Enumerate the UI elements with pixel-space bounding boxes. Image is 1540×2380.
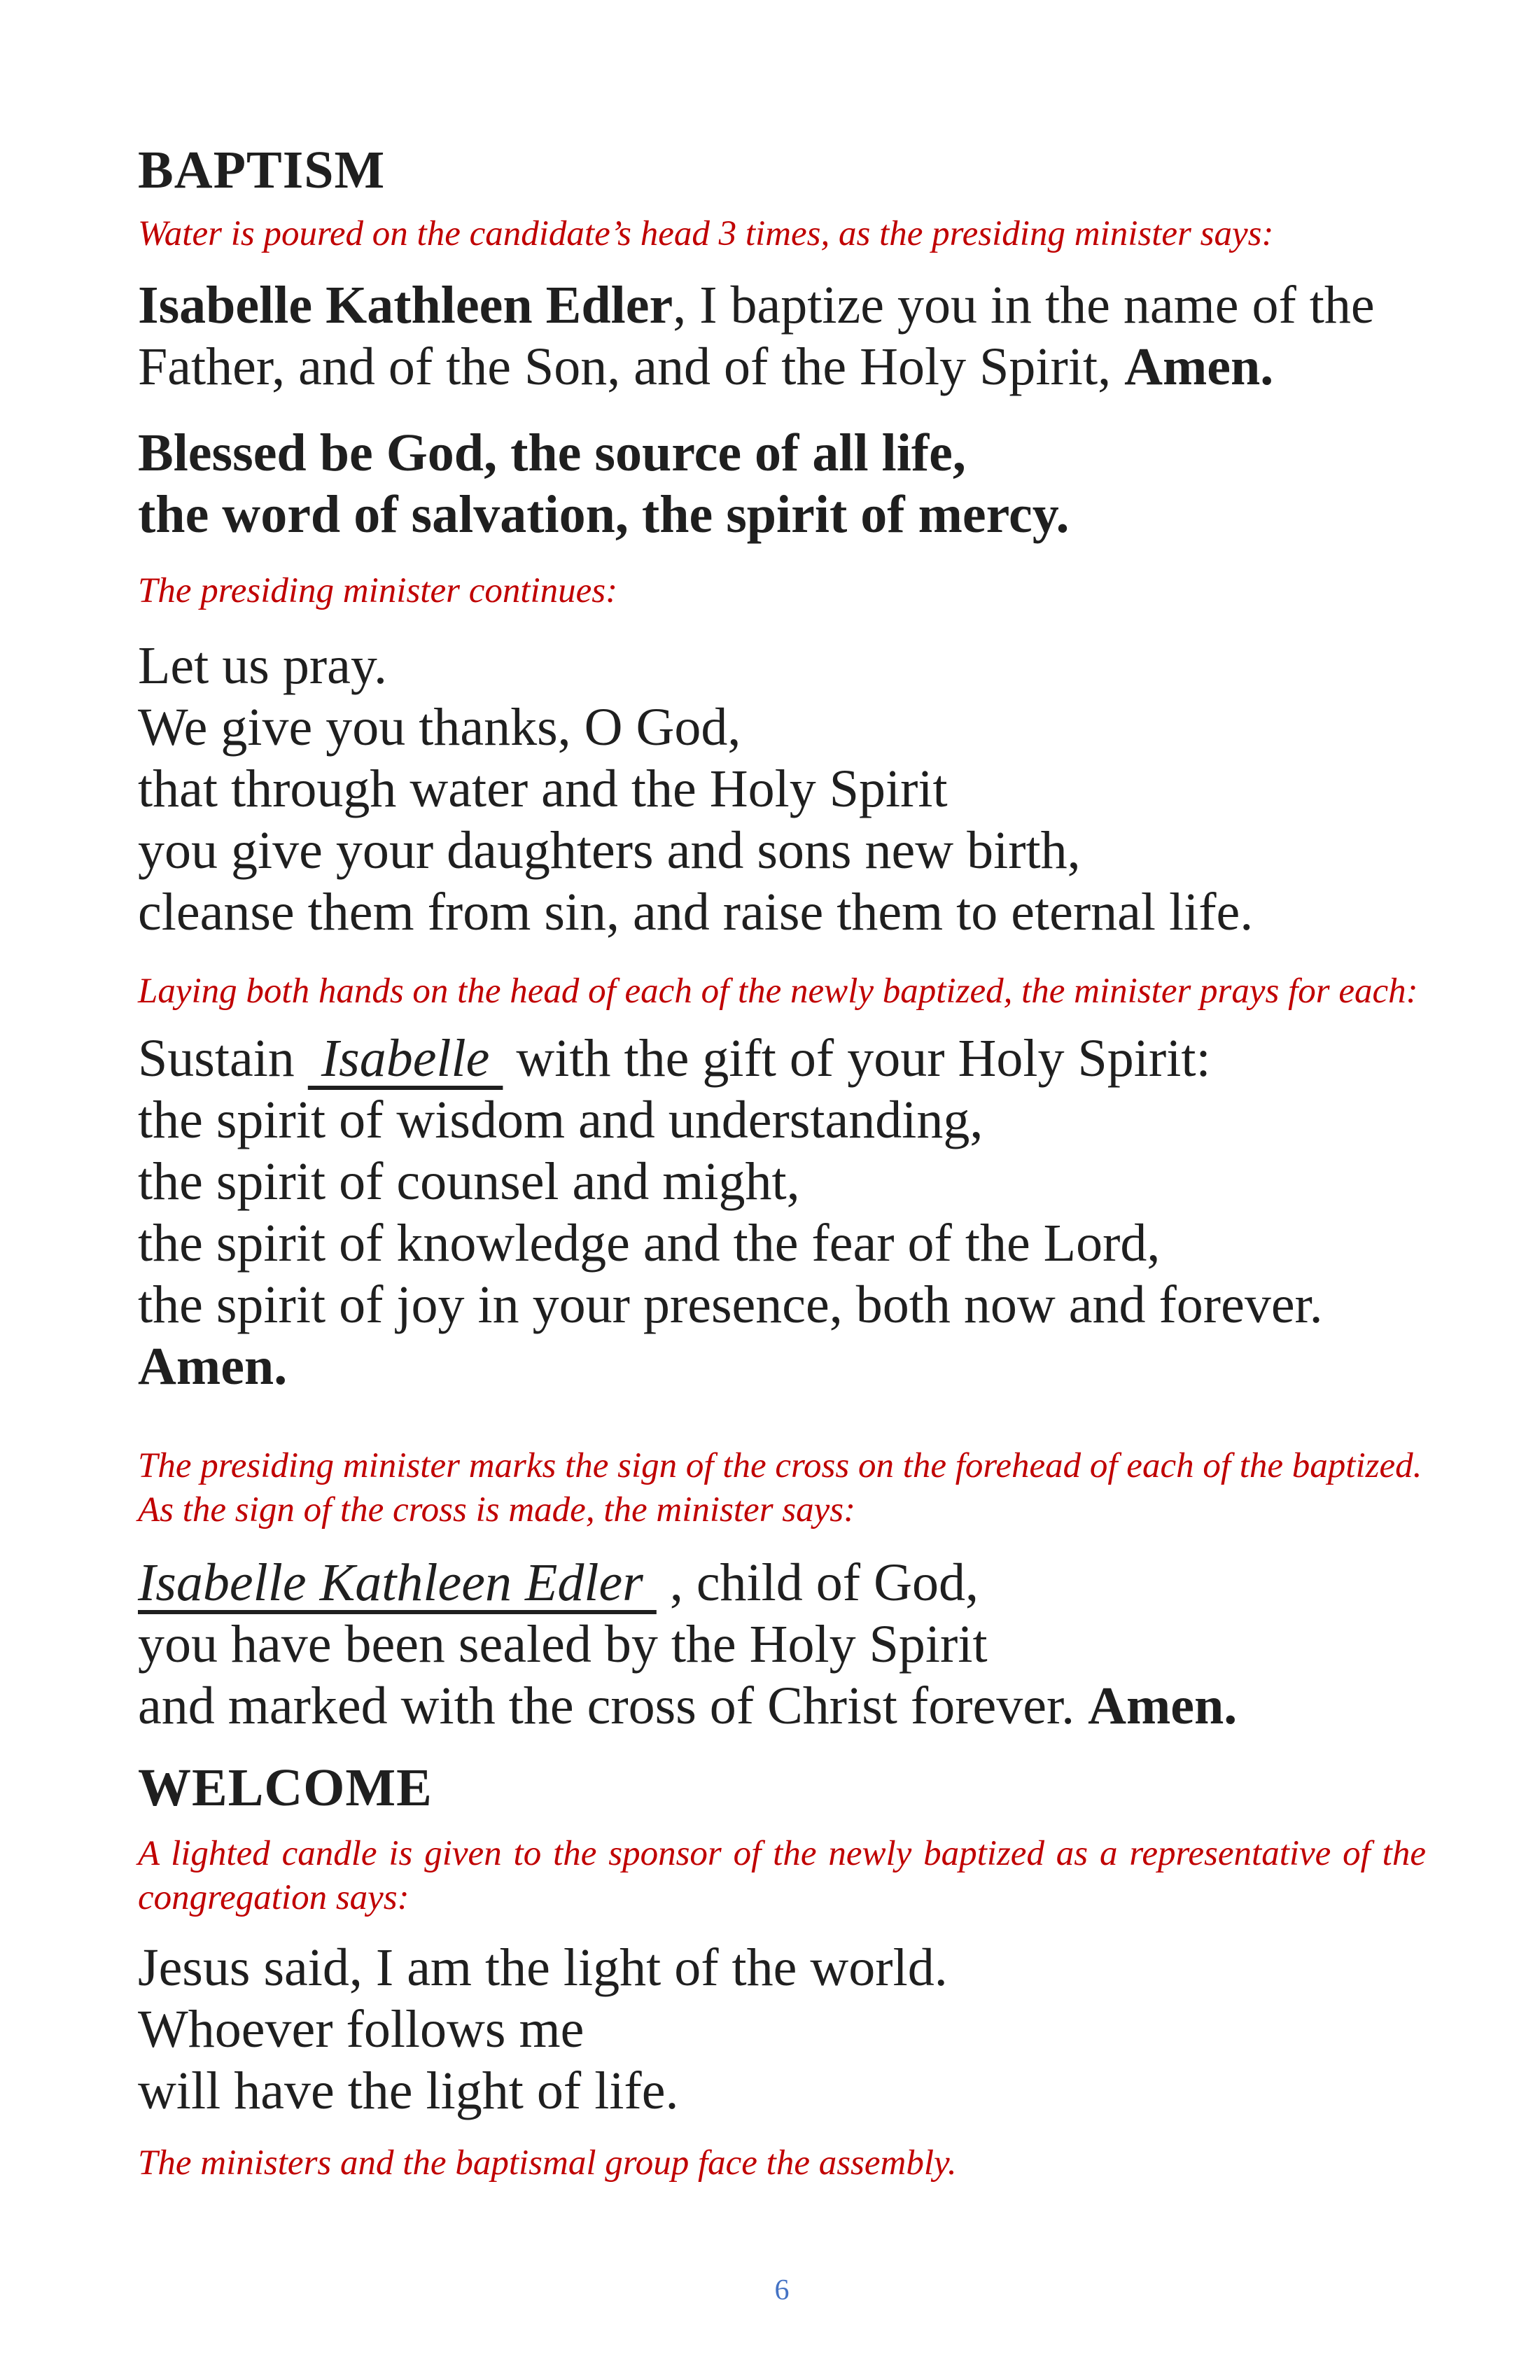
candidate-name-bold: Isabelle Kathleen Edler <box>138 276 673 335</box>
welcome-heading: WELCOME <box>138 1758 433 1817</box>
rubric-cross-line-1: The presiding minister marks the sign of the cross on the forehead of each of the baptized. <box>138 1446 1422 1485</box>
candidate-full-name-underlined: Isabelle Kathleen Edler <box>138 1553 657 1612</box>
light-line: Jesus said, I am the light of the world. <box>138 1938 948 1997</box>
light-line: Whoever follows me <box>138 2000 584 2059</box>
baptize-text-2: Father, and of the Son, and of the Holy Spirit, <box>138 337 1125 396</box>
light-line: will have the light of life. <box>138 2062 679 2120</box>
prayer-line: that through water and the Holy Spirit <box>138 760 948 818</box>
rubric-candle-line-2: congregation says: <box>138 1878 410 1917</box>
sustain-stanza <box>138 1028 1426 1397</box>
sustain-line: the spirit of wisdom and understanding, <box>138 1091 983 1149</box>
prayer-line: cleanse them from sin, and raise them to eternal life. <box>138 883 1254 941</box>
rubric-sign-of-cross <box>138 1444 1426 1532</box>
prayer-line: you give your daughters and sons new birth, <box>138 821 1081 880</box>
sustain-line: the spirit of counsel and might, <box>138 1152 800 1211</box>
blessed-line-2: the word of salvation, the spirit of mercy. <box>138 485 1070 544</box>
sustain-line-1 <box>138 1028 1426 1089</box>
rubric-minister-continues: The presiding minister continues: <box>138 571 618 610</box>
sealed-text-3: and marked with the cross of Christ forever. <box>138 1676 1088 1735</box>
baptize-paragraph <box>138 274 1426 398</box>
sealed-line-1 <box>138 1552 1426 1614</box>
baptism-heading: BAPTISM <box>138 141 386 200</box>
rubric-face-assembly: The ministers and the baptismal group face the assembly. <box>138 2143 957 2183</box>
baptize-line-2 <box>138 336 1426 398</box>
sealed-text: , child of God, <box>656 1553 979 1612</box>
amen-bold: Amen. <box>1124 337 1274 396</box>
rubric-lighted-candle <box>138 1832 1426 1920</box>
prayer-line: Let us pray. <box>138 636 387 695</box>
blessed-response <box>138 422 1426 545</box>
sustain-lead: Sustain <box>138 1029 308 1088</box>
sustain-line: the spirit of knowledge and the fear of the Lord, <box>138 1214 1161 1273</box>
rubric-candle-line-1: A lighted candle is given to the sponsor of the newly baptized as a representative of the <box>138 1834 1426 1873</box>
page-number: 6 <box>774 2274 790 2306</box>
sustain-rest: with the gift of your Holy Spirit: <box>503 1029 1211 1088</box>
rubric-laying-hands: Laying both hands on the head of each of the newly baptized, the minister prays for each: <box>138 972 1418 1011</box>
light-stanza <box>138 1937 1426 2122</box>
sustain-line: the spirit of joy in your presence, both now and forever. <box>138 1275 1323 1334</box>
amen-bold: Amen. <box>1088 1676 1238 1735</box>
sealed-line-3 <box>138 1675 1426 1737</box>
sealed-paragraph <box>138 1552 1426 1737</box>
blessed-line-1: Blessed be God, the source of all life, <box>138 424 966 482</box>
rubric-water-poured: Water is poured on the candidate’s head 3 times, as the presiding minister says: <box>138 214 1274 253</box>
sealed-line-2: you have been sealed by the Holy Spirit <box>138 1615 988 1674</box>
prayer-stanza <box>138 635 1426 943</box>
rubric-cross-line-2: As the sign of the cross is made, the minister says: <box>138 1490 856 1530</box>
prayer-line: We give you thanks, O God, <box>138 698 741 757</box>
sustain-amen: Amen. <box>138 1337 288 1396</box>
baptize-line-1 <box>138 274 1426 336</box>
baptize-text: , I baptize you in the name of the <box>673 276 1375 335</box>
candidate-first-name-underlined: Isabelle <box>307 1029 503 1088</box>
